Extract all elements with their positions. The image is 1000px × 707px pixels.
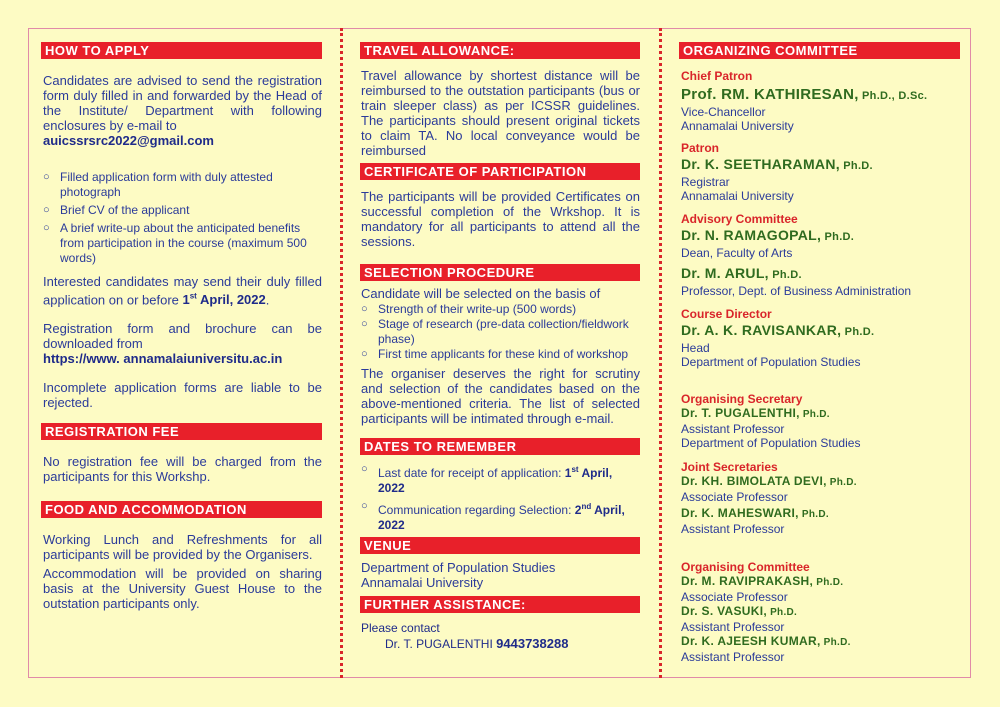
registration-fee-header: REGISTRATION FEE <box>41 423 322 440</box>
venue-block <box>361 560 640 590</box>
how-to-apply-header: HOW TO APPLY <box>41 42 322 59</box>
circle-bullet-icon: ○ <box>361 303 368 315</box>
chief-patron-name: Prof. RM. KATHIRESAN, Ph.D., D.Sc. <box>681 86 928 103</box>
column-1 <box>41 42 322 625</box>
list-item: ○ Strength of their write-up (500 words) <box>361 302 577 316</box>
travel-allowance-text: Travel allowance by shortest distance will be reimbursed to the outstation participants (bus or train sleeper class) as per ICSSR guidelines. The participants should present original tickets to claim TA. No local conveyance would be reimbursed <box>361 68 640 158</box>
circle-bullet-icon: ○ <box>361 463 368 475</box>
joint-secretary-1-name: Dr. KH. BIMOLATA DEVI, Ph.D. <box>681 474 857 488</box>
course-director-department: Department of Population Studies <box>681 355 861 369</box>
advisory-member-2-title: Professor, Dept. of Business Administration <box>681 284 912 298</box>
travel-allowance-header: TRAVEL ALLOWANCE: <box>360 42 640 59</box>
advisory-member-2-name: Dr. M. ARUL, Ph.D. <box>681 265 802 281</box>
circle-bullet-icon: ○ <box>43 171 50 183</box>
chief-patron-role: Chief Patron <box>681 69 753 83</box>
contact-name: Dr. T. PUGALENTHI <box>385 637 493 651</box>
committee-member-3-name: Dr. K. AJEESH KUMAR, Ph.D. <box>681 634 851 648</box>
selection-procedure-header: SELECTION PROCEDURE <box>360 264 640 281</box>
download-text: Registration form and brochure can be downloaded from <box>43 321 322 352</box>
selection-text: The organiser deserves the right for scrutiny and selection of the candidates based on the above-mentioned criteria. The list of selected participants will be intimated through e-mail. <box>361 366 640 426</box>
list-item: ○ A brief write-up about the anticipated benefits from participation in the course (maximum 500 words) <box>43 221 307 265</box>
circle-bullet-icon: ○ <box>43 222 50 234</box>
circle-bullet-icon: ○ <box>43 204 50 216</box>
course-director-name: Dr. A. K. RAVISANKAR, Ph.D. <box>681 322 875 338</box>
course-director-title: Head <box>681 341 710 355</box>
joint-secretary-1-title: Associate Professor <box>681 490 788 504</box>
further-assistance-header: FURTHER ASSISTANCE: <box>360 596 640 613</box>
joint-secretaries-role: Joint Secretaries <box>681 460 778 474</box>
how-to-apply-intro: Candidates are advised to send the registration form duly filled in and forwarded by the Head of the Institute/ Department with following enclosures by e-mail to <box>43 73 322 133</box>
committee-member-3-title: Assistant Professor <box>681 650 785 664</box>
food-accommodation-header: FOOD AND ACCOMMODATION <box>41 501 322 518</box>
list-item: ○ Stage of research (pre-data collection/fieldwork phase) <box>361 317 629 346</box>
assistance-block <box>361 620 640 652</box>
list-item: ○ Brief CV of the applicant <box>43 203 190 217</box>
circle-bullet-icon: ○ <box>361 500 368 512</box>
accommodation-text: Accommodation will be provided on sharing basis at the University Guest House to the outstation participants only. <box>43 566 322 612</box>
circle-bullet-icon: ○ <box>361 318 368 330</box>
assistance-line: Please contact <box>361 621 440 635</box>
committee-member-1-name: Dr. M. RAVIPRAKASH, Ph.D. <box>681 574 844 588</box>
university-url-link[interactable]: https://www. annamalaiuniversitu.ac.in <box>43 351 283 367</box>
patron-title: Registrar <box>681 175 730 189</box>
patron-name: Dr. K. SEETHARAMAN, Ph.D. <box>681 156 873 172</box>
venue-line-2: Annamalai University <box>361 575 484 590</box>
committee-member-2-name: Dr. S. VASUKI, Ph.D. <box>681 604 798 618</box>
committee-list <box>681 69 960 664</box>
chief-patron-affiliation: Annamalai University <box>681 119 794 133</box>
download-block <box>43 321 322 366</box>
committee-member-1-title: Associate Professor <box>681 590 788 604</box>
patron-affiliation: Annamalai University <box>681 189 794 203</box>
organising-secretary-title: Assistant Professor <box>681 422 785 436</box>
enclosures-list <box>43 170 322 266</box>
deadline-text: Interested candidates may send their duly filled application on or before 1st April, 2022. <box>43 274 322 308</box>
advisory-role: Advisory Committee <box>681 212 798 226</box>
column-divider-2 <box>659 28 662 678</box>
certificate-header: CERTIFICATE OF PARTICIPATION <box>360 163 640 180</box>
patron-role: Patron <box>681 141 720 155</box>
incomplete-note: Incomplete application forms are liable to be rejected. <box>43 380 322 411</box>
column-3 <box>679 42 960 664</box>
circle-bullet-icon: ○ <box>361 348 368 360</box>
application-email[interactable]: auicssrsrc2022@gmail.com <box>43 133 214 148</box>
how-to-apply-intro-block <box>43 73 322 148</box>
joint-secretary-2-name: Dr. K. MAHESWARI, Ph.D. <box>681 506 829 520</box>
joint-secretary-2-title: Assistant Professor <box>681 522 785 536</box>
contact-phone[interactable]: 9443738288 <box>496 636 569 651</box>
food-text: Working Lunch and Refreshments for all participants will be provided by the Organisers. <box>43 532 322 563</box>
committee-member-2-title: Assistant Professor <box>681 620 785 634</box>
advisory-member-1-title: Dean, Faculty of Arts <box>681 246 793 260</box>
organizing-committee-header: ORGANIZING COMMITTEE <box>679 42 960 59</box>
dates-to-remember-header: DATES TO REMEMBER <box>360 438 640 455</box>
venue-line-1: Department of Population Studies <box>361 560 556 575</box>
list-item: ○ Filled application form with duly attested photograph <box>43 170 273 199</box>
advisory-member-1-name: Dr. N. RAMAGOPAL, Ph.D. <box>681 227 855 243</box>
course-director-role: Course Director <box>681 307 772 321</box>
list-item: ○ First time applicants for these kind of workshop <box>361 347 629 361</box>
list-item: ○ Communication regarding Selection: 2nd April, 2022 <box>361 500 625 532</box>
dates-list <box>361 462 640 533</box>
list-item: ○ Last date for receipt of application: 1st April, 2022 <box>361 463 613 495</box>
organising-secretary-name: Dr. T. PUGALENTHI, Ph.D. <box>681 406 830 420</box>
venue-header: VENUE <box>360 537 640 554</box>
assistance-contact <box>361 636 640 652</box>
organising-secretary-role: Organising Secretary <box>681 392 803 406</box>
column-2 <box>360 42 640 652</box>
organising-committee-role: Organising Committee <box>681 560 810 574</box>
registration-fee-text: No registration fee will be charged from the participants for this Workshp. <box>43 454 322 485</box>
column-divider-1 <box>340 28 343 678</box>
selection-intro: Candidate will be selected on the basis of <box>361 286 601 301</box>
chief-patron-title: Vice-Chancellor <box>681 105 766 119</box>
organising-secretary-department: Department of Population Studies <box>681 436 861 450</box>
selection-criteria-list <box>361 302 640 362</box>
certificate-text: The participants will be provided Certificates on successful completion of the Wrkshop. It is mandatory for all participants to attend all the sessions. <box>361 189 640 249</box>
